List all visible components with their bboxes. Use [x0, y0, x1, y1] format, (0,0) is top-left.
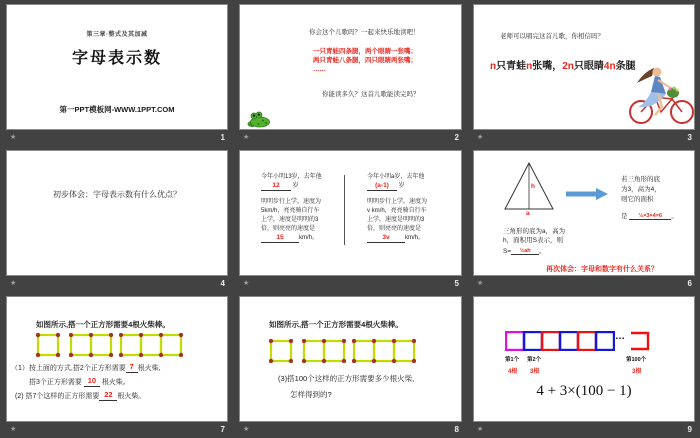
matchstick-formula: 4 + 3×(100 − 1): [536, 383, 632, 399]
slide-meta-bar: [473, 276, 695, 291]
speed-answer-row: [367, 234, 457, 243]
variable-4n: 4n: [603, 61, 616, 72]
right-arrow-icon: [566, 188, 608, 200]
area-formula-row: [503, 246, 546, 255]
area-line: 若三角形的底: [621, 176, 660, 183]
animation-star-icon: ★: [10, 426, 17, 433]
rhyme-frag-1: 只青蛙: [496, 61, 527, 72]
slide-number: 4: [220, 279, 225, 288]
formula-setup-text: [503, 227, 565, 245]
rhyme-line-1: 一只青蛙四条腿，两个眼睛一张嘴；: [313, 48, 417, 55]
numeric-example-column: [261, 173, 351, 243]
slide-8-canvas: [239, 296, 462, 422]
teacher-claim-text: 老师可以唱完这首儿歌，你相信吗？: [500, 33, 604, 40]
rhyme-frag-2: 张嘴，: [532, 61, 563, 72]
square-100-label: 第100个: [626, 357, 647, 363]
setup-line: 三角形的底为a，高为: [503, 228, 566, 235]
speed-suffix: km/h。: [299, 235, 319, 241]
matchstick-problem-title: 如图所示,搭一个正方形需要4根火柴棒。: [269, 320, 403, 329]
square-100-stick-count: 3根: [632, 369, 642, 375]
colored-squares-row-figure: [505, 331, 615, 351]
q2-answer: 22: [104, 390, 113, 400]
age-answer: 12: [272, 182, 280, 190]
algebra-rhyme-line: [490, 57, 636, 72]
triangle-diagram: [502, 161, 554, 213]
speed-line: 倍，则亮亮的速度是: [261, 226, 316, 232]
q2-suffix: 根火柴。: [117, 393, 146, 400]
second-reflection-text: 再次体会：字母和数字有什么关系？: [546, 266, 658, 273]
slide-thumbnail-8[interactable]: [233, 292, 467, 438]
matchstick-3-square-figure: [352, 339, 416, 363]
q2-text: (2) 搭7个这样的正方形需要: [15, 393, 100, 400]
ellipsis-between-squares: …: [615, 331, 625, 342]
animation-star-icon: ★: [477, 426, 484, 433]
speed-suffix: km/h。: [405, 235, 425, 241]
area-line: 则它的面积: [621, 196, 654, 203]
rhyme-intro-text: 你会这个儿歌吗？一起来快乐地读吧！: [309, 29, 420, 36]
speed-line: 5km/h，亮亮骑自行车: [261, 208, 320, 214]
slide-thumbnail-3[interactable]: [467, 0, 700, 146]
animation-star-icon: ★: [477, 280, 484, 287]
hundredth-square-open-figure: [629, 331, 651, 351]
variable-n1: n: [490, 61, 497, 72]
age-answer-row: [367, 182, 457, 191]
speed-answer-row: [261, 234, 351, 243]
slide-number: 6: [687, 279, 692, 288]
speed-problem-lines: [261, 198, 351, 234]
age-suffix: 岁: [398, 183, 405, 189]
question-3-line-1: (3)搭100个这样的正方形需要多少根火柴,: [278, 374, 415, 383]
speed-line: 上学，速度是明明的3: [367, 217, 425, 223]
question-1-row: [11, 363, 161, 373]
rhyme-line-2: 两只青蛙八条腿，四只眼睛两张嘴；: [313, 57, 417, 64]
rhyme-lines: [313, 47, 417, 74]
speed-line: v km/h，亮亮骑自行车: [367, 208, 427, 214]
speed-answer: 3v: [382, 234, 390, 242]
area-line: 为3，高为4，: [621, 186, 661, 193]
q1-suffix: 根火柴,: [137, 365, 161, 372]
q1-answer: 7: [129, 362, 134, 372]
lesson-title: 字母表示数: [71, 50, 162, 67]
question-2-row: [15, 391, 145, 401]
slide-thumbnail-9[interactable]: [467, 292, 700, 438]
chapter-heading: 第三章·整式及其加减: [86, 32, 148, 38]
slide-number: 1: [220, 133, 225, 142]
animation-star-icon: ★: [10, 280, 17, 287]
q1b-text: 搭3个正方形需要: [29, 379, 82, 386]
formula-prefix: S=: [503, 248, 512, 255]
square-2-label: 第2个: [527, 357, 542, 363]
period: 。: [671, 213, 678, 220]
slide-number: 2: [454, 133, 459, 142]
square-1-label: 第1个: [505, 357, 520, 363]
slide-meta-bar: [473, 422, 695, 437]
speed-line: 倍，则亮亮的速度是: [367, 226, 422, 232]
slide-number: 5: [454, 279, 459, 288]
rhyme-frag-3: 只眼睛: [573, 61, 604, 72]
speed-line: 明明步行上学，速度为: [261, 199, 322, 205]
rhyme-ellipsis: ……: [313, 66, 326, 73]
formula-answer: ½ah: [519, 247, 531, 254]
slide-meta-bar: [6, 276, 228, 291]
slide-5-canvas: [239, 150, 462, 276]
matchstick-2-square-figure: [69, 333, 113, 357]
slide-meta-bar: [473, 130, 695, 145]
square-1-stick-count: 4根: [508, 369, 518, 375]
first-reflection-text: 初步体会：字母表示数有什么优点？: [53, 190, 181, 199]
slide-meta-bar: [239, 276, 462, 291]
slide-thumbnail-5[interactable]: [233, 146, 467, 292]
slide-6-canvas: [473, 150, 695, 276]
numeric-area-answer-row: [621, 211, 678, 220]
slide-thumbnail-7[interactable]: [0, 292, 233, 438]
slide-meta-bar: [6, 130, 228, 145]
slide-9-canvas: [473, 296, 695, 422]
setup-line: h，面积用S表示，则: [503, 237, 563, 244]
slide-number: 7: [220, 425, 225, 434]
slide-1-canvas: [6, 4, 228, 130]
speed-problem-lines: [367, 198, 457, 234]
variable-n2: n: [526, 61, 533, 72]
slide-2-canvas: [239, 4, 462, 130]
slide-thumbnail-1[interactable]: [0, 0, 233, 146]
age-problem-line: 今年小明a岁，去年他: [367, 174, 425, 180]
rhyme-frag-4: 条腿: [615, 61, 636, 72]
speed-line: 上学，速度是明明的3: [261, 217, 319, 223]
q1b-answer: 10: [87, 376, 97, 386]
q1-text: （1）按上面的方式,搭2个正方形需要: [11, 365, 126, 372]
age-problem-line: 今年小明13岁，去年他: [261, 174, 322, 180]
triangle-base-label: a: [526, 210, 530, 217]
slide-number: 8: [454, 425, 459, 434]
slide-3-canvas: [473, 4, 695, 130]
age-answer: (a-1): [375, 182, 389, 190]
numeric-area-text: [621, 175, 661, 205]
speed-line: 明明步行上学，速度为: [367, 199, 428, 205]
slide-thumbnail-4[interactable]: [0, 146, 233, 292]
animation-star-icon: ★: [10, 134, 17, 141]
age-suffix: 岁: [292, 183, 299, 189]
period: 。: [539, 248, 546, 255]
matchstick-1-square-figure: [36, 333, 60, 357]
question-1b-row: [29, 377, 130, 387]
slide-meta-bar: [239, 422, 462, 437]
frog-icon: [246, 111, 272, 128]
matchstick-2-square-figure: [302, 339, 346, 363]
question-3-line-2: 怎样得到的?: [290, 390, 332, 399]
speed-answer: 15: [276, 234, 284, 242]
slide-thumbnail-6[interactable]: [467, 146, 700, 292]
matchstick-problem-title: 如图所示,搭一个正方形需要4根火柴棒。: [36, 320, 170, 329]
area-answer: ½×3×4=6: [638, 212, 663, 219]
slide-number: 3: [687, 133, 692, 142]
template-site-credit: 第一PPT模板网-WWW.1PPT.COM: [59, 105, 175, 114]
slide-meta-bar: [6, 422, 228, 437]
slide-7-canvas: [6, 296, 228, 422]
triangle-height-label: h: [531, 183, 535, 190]
girl-on-bicycle-illustration: [624, 61, 695, 127]
slide-thumbnail-2[interactable]: [233, 0, 467, 146]
animation-star-icon: ★: [243, 426, 250, 433]
area-prefix: 是: [621, 213, 628, 220]
slide-meta-bar: [239, 130, 462, 145]
age-answer-row: [261, 182, 351, 191]
matchstick-3-square-figure: [119, 333, 183, 357]
slide-number: 9: [687, 425, 692, 434]
rhyme-question-text: 你能读多久？这首儿歌能读完吗？: [322, 91, 420, 98]
square-2-stick-count: 3根: [530, 369, 540, 375]
q1b-suffix: 根火柴。: [101, 379, 130, 386]
algebraic-example-column: [367, 173, 457, 243]
animation-star-icon: ★: [243, 134, 250, 141]
animation-star-icon: ★: [243, 280, 250, 287]
matchstick-1-square-figure: [269, 339, 293, 363]
variable-2n: 2n: [562, 61, 574, 72]
animation-star-icon: ★: [477, 134, 484, 141]
slide-4-canvas: [6, 150, 228, 276]
